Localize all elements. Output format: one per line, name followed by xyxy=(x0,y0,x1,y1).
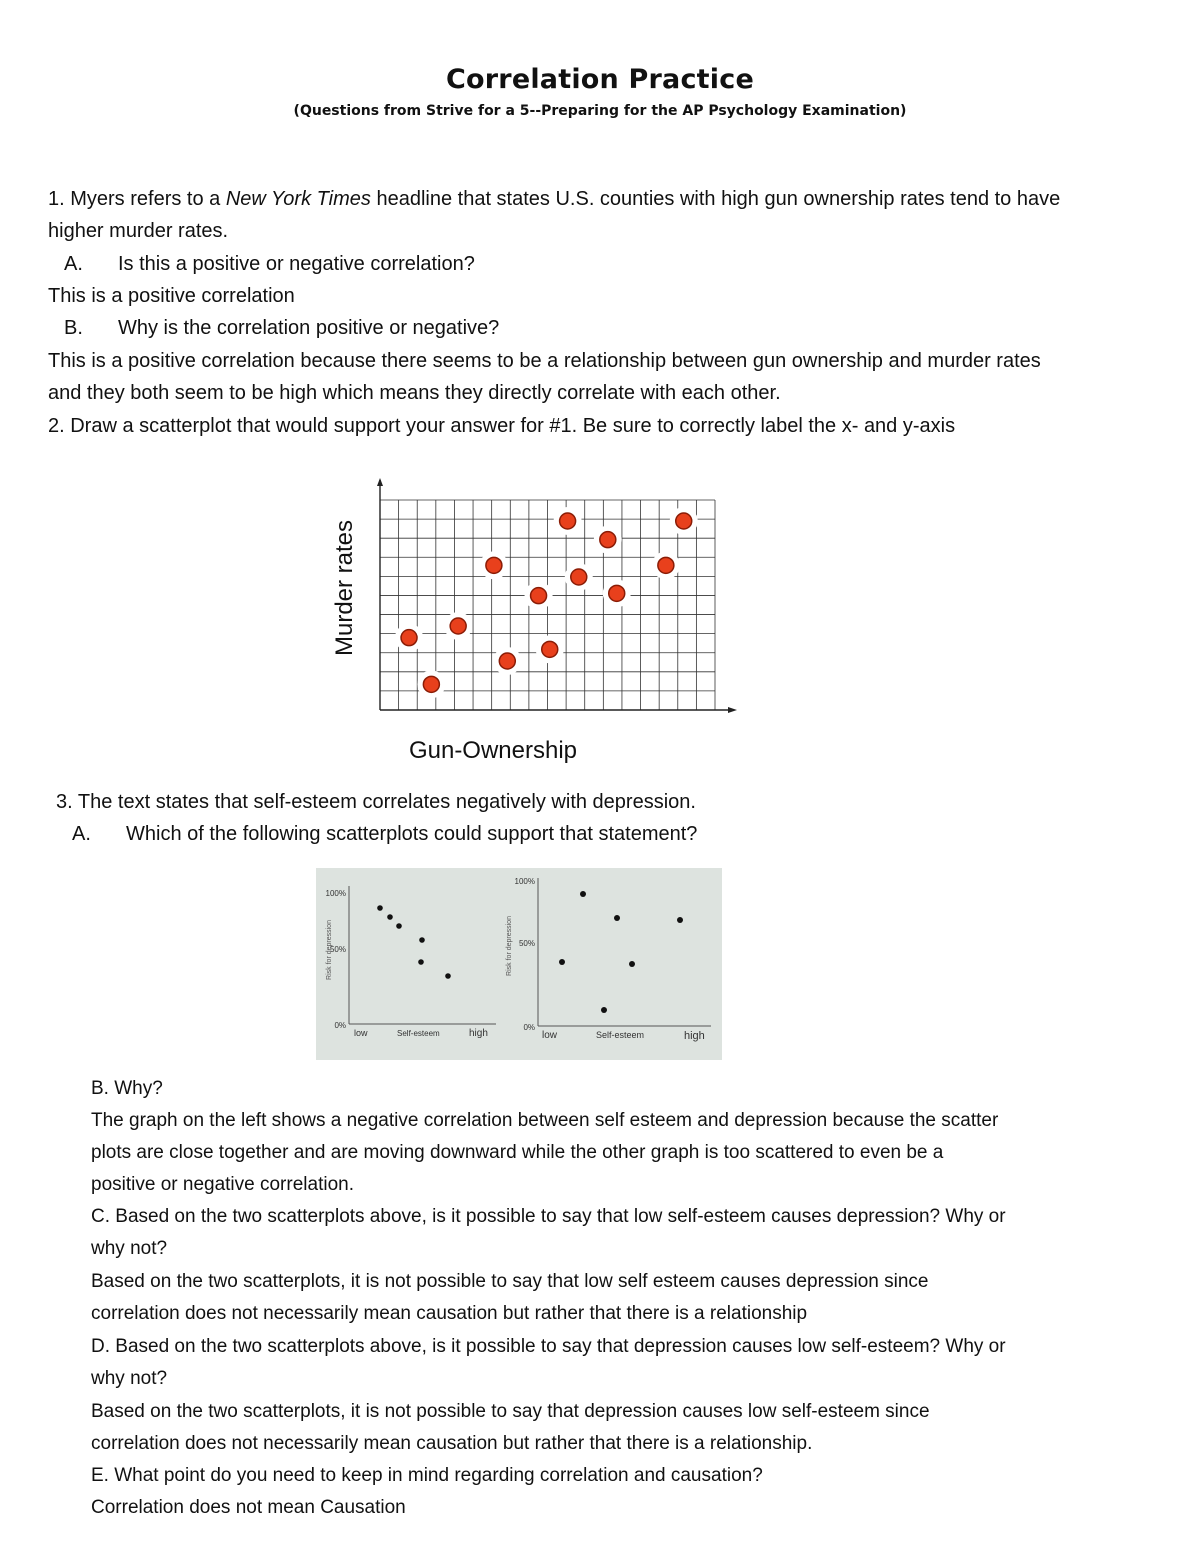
gun-murder-scatterplot xyxy=(300,470,760,770)
scatterplots-photo xyxy=(316,868,722,1060)
q1a-answer: This is a positive correlation xyxy=(48,285,295,307)
q3c-answer-line-1: Based on the two scatterplots, it is not possible to say that low self esteem causes depression since xyxy=(91,1271,929,1292)
left-y-tick-100: 100% xyxy=(325,889,346,898)
q2-prompt: 2. Draw a scatterplot that would support your answer for #1. Be sure to correctly label the x- and y-axis xyxy=(48,415,956,437)
scatter-point-1 xyxy=(401,630,417,646)
left-point xyxy=(419,937,425,943)
left-point xyxy=(396,923,402,929)
left-y-tick-0: 0% xyxy=(334,1021,346,1030)
q1b-marker: B. xyxy=(64,317,83,339)
q1-line-1 xyxy=(48,183,1060,215)
right-y-tick-0: 0% xyxy=(523,1023,535,1032)
right-point xyxy=(580,891,586,897)
left-point xyxy=(445,973,451,979)
left-point xyxy=(377,905,383,911)
q3-prompt: 3. The text states that self-esteem correlates negatively with depression. xyxy=(56,791,696,813)
q1a-marker: A. xyxy=(64,253,83,275)
q3a-question: Which of the following scatterplots could support that statement? xyxy=(126,823,698,845)
q3c-question-line-1: C. Based on the two scatterplots above, is it possible to say that low self-esteem causes depression? Why or xyxy=(91,1206,1006,1227)
page-title: Correlation Practice xyxy=(446,64,754,95)
q3d-answer-line-2: correlation does not necessarily mean causation but rather that there is a relationship. xyxy=(91,1433,813,1454)
right-y-label: Risk for depression xyxy=(506,916,513,976)
q3b-label: B. Why? xyxy=(91,1078,163,1099)
right-x-mid: Self-esteem xyxy=(596,1030,645,1040)
left-y-label: Risk for depression xyxy=(326,920,333,980)
q1b-question: Why is the correlation positive or negative? xyxy=(118,317,500,339)
q3d-question-line-2: why not? xyxy=(91,1368,168,1389)
scatter-point-8 xyxy=(560,513,576,529)
q1-line-2: higher murder rates. xyxy=(48,220,229,242)
right-y-tick-50: 50% xyxy=(518,939,535,948)
right-point xyxy=(677,917,683,923)
scatter-point-3 xyxy=(450,618,466,634)
q1-text-pre: 1. Myers refers to a xyxy=(48,188,226,210)
q1-text-post: headline that states U.S. counties with high gun ownership rates tend to have xyxy=(370,188,1061,210)
chart-points xyxy=(395,507,698,698)
scatter-point-5 xyxy=(499,653,515,669)
scatter-point-10 xyxy=(600,532,616,548)
q3e-question: E. What point do you need to keep in mind regarding correlation and causation? xyxy=(91,1465,763,1486)
q1b-answer-line-1: This is a positive correlation because there seems to be a relationship between gun ownership and murder rates xyxy=(48,350,1041,372)
photo-background xyxy=(316,868,722,1060)
scatter-point-4 xyxy=(486,557,502,573)
right-point xyxy=(614,915,620,921)
page-subtitle: (Questions from Strive for a 5--Preparing for the AP Psychology Examination) xyxy=(293,103,907,119)
left-x-mid: Self-esteem xyxy=(397,1029,440,1038)
scatter-point-7 xyxy=(542,641,558,657)
q3c-answer-line-2: correlation does not necessarily mean causation but rather that there is a relationship xyxy=(91,1303,808,1324)
q1b-answer-line-2: and they both seem to be high which means they directly correlate with each other. xyxy=(48,382,781,404)
q3b-answer-line-2: plots are close together and are moving downward while the other graph is too scattered to even be a xyxy=(91,1142,944,1163)
x-axis-arrow xyxy=(728,707,737,713)
right-point xyxy=(601,1007,607,1013)
left-point xyxy=(387,914,393,920)
q3b-answer-line-1: The graph on the left shows a negative correlation between self esteem and depression because the scatter xyxy=(91,1110,999,1131)
q3c-question-line-2: why not? xyxy=(91,1238,168,1259)
scatter-point-2 xyxy=(423,676,439,692)
q3e-answer: Correlation does not mean Causation xyxy=(91,1497,406,1518)
right-point xyxy=(559,959,565,965)
q1a-question: Is this a positive or negative correlation? xyxy=(118,253,475,275)
right-point xyxy=(629,961,635,967)
right-x-low: low xyxy=(542,1030,558,1041)
right-y-tick-100: 100% xyxy=(514,877,535,886)
scatter-point-11 xyxy=(609,585,625,601)
left-x-low: low xyxy=(354,1028,368,1038)
q3b-answer-line-3: positive or negative correlation. xyxy=(91,1174,354,1195)
q1-newspaper-name: New York Times xyxy=(225,188,371,210)
scatter-point-9 xyxy=(571,569,587,585)
x-axis-label: Gun-Ownership xyxy=(408,737,578,764)
scatter-point-13 xyxy=(676,513,692,529)
y-axis-label: Murder rates xyxy=(331,519,358,657)
left-point xyxy=(418,959,424,965)
scatter-point-6 xyxy=(531,588,547,604)
left-y-tick-50: 50% xyxy=(329,945,346,954)
scatter-point-12 xyxy=(658,557,674,573)
y-axis-arrow xyxy=(377,478,383,486)
q3d-question-line-1: D. Based on the two scatterplots above, is it possible to say that depression causes low self-esteem? Why or xyxy=(91,1336,1006,1357)
q3d-answer-line-1: Based on the two scatterplots, it is not possible to say that depression causes low self-esteem since xyxy=(91,1401,930,1422)
right-x-high: high xyxy=(684,1030,705,1042)
left-x-high: high xyxy=(469,1028,488,1039)
q3a-marker: A. xyxy=(72,823,91,845)
